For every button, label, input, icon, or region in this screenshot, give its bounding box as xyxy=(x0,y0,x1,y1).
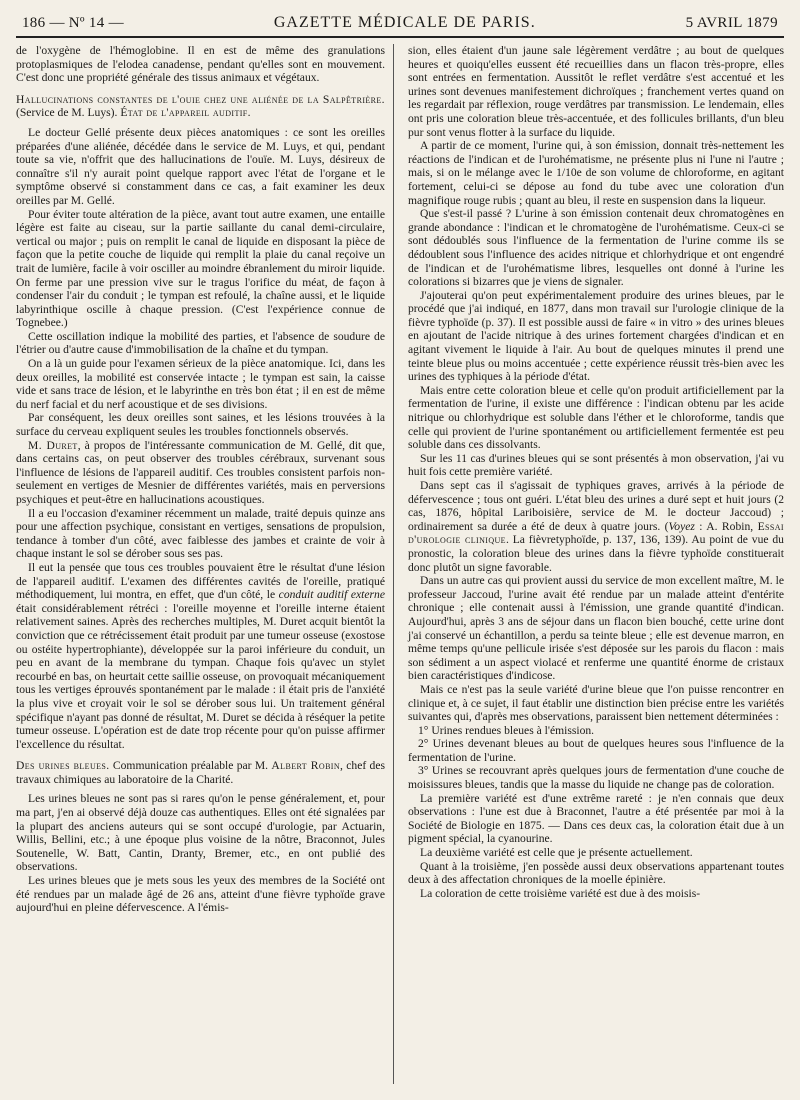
section-text: , chef des travaux chimiques au laboratoire de la Charité. xyxy=(16,759,385,786)
issue-date: 5 AVRIL 1879 xyxy=(685,15,778,31)
section-author: Albert Robin xyxy=(271,759,341,773)
paragraph-text: Dans sept cas il s'agissait de typhiques graves, arrivés à la période de défervescence ; tous ont guéri. L'état bleu des urines a duré sept et huit jours (2 cas, 1876, hôpital Lariboisière, service de M. le docteur Jaccoud) ; ordinairement sa durée a été de deux à quatre jours. ( xyxy=(408,479,784,533)
paragraph: Mais entre cette coloration bleue et celle qu'on produit artificiellement par la fermentation de l'urine, il existe une différence : l'indican obtenu par les acide nitrique ou chlorhydrique est soluble dans l'éther et le chloroforme, tandis que celle qui provient de l'urine spontanément ou artificiellement fermentée est peu soluble dans ces dissolvants. xyxy=(408,383,784,452)
paragraph: de l'oxygène de l'hémoglobine. Il en est de même des granulations protoplasmiques de l'elodea canadense, pendant qu'elles sont en mouvement. C'est donc une propriété générale des tissus animaux et végétaux. xyxy=(16,44,385,85)
paragraph: A partir de ce moment, l'urine qui, à son émission, donnait très-nettement les réactions de l'indican et de l'urohématisme, ne présente plus ni l'une ni l'autre ; mais, si on le mélange avec le 1/10e de son volume de chloroforme, en agitant fortement, celui-ci se dépose au fond du tube avec une coloration d'un magnifique rouge rubis ; quant au bleu, il reste en suspension dans la liqueur. xyxy=(408,139,784,207)
speaker-name: M. Duret xyxy=(28,438,78,452)
section-service: (Service de M. Luys). xyxy=(16,106,121,120)
paragraph: Que s'est-il passé ? L'urine à son émission contenait deux chromatogènes en grande abondance : l'indican et le chromatogène de l'urohématisme. Ceux-ci se sont dédoublés sous l'influence de la fermentation de l'urine comme ils se dédoublent sous l'influence des acides nitrique et chlorhydrique et ont engendré de l'indican et de l'urohématisme libres, lesquelles ont donné à l'urine les colorations si bizarres que je viens de signaler. xyxy=(408,207,784,289)
paragraph-text: . La fièvretyphoïde, p. 137, 136, 139). Au point de vue du pronostic, la coloration bleue des urines dans la fièvre typhoïde constituerait donc plutôt un signe favorable. xyxy=(408,533,784,574)
list-item: 3° Urines se recouvrant après quelques jours de fermentation d'une couche de moisissures bleues, tandis que la masse du liquide ne change pas de coloration. xyxy=(408,764,784,792)
page-number: 186 — Nº 14 — xyxy=(22,15,124,31)
paragraph: J'ajouterai qu'on peut expérimentalement produire des urines bleues, par le procédé que j'ai indiqué, en 1877, dans mon travail sur l'urologie clinique de la fièvre typhoïde (p. 37). Il est possible aussi de faire « in vitro » des urines bleues en ajoutant de l'acide nitrique à des urines fortement chargées d'indican et en agitant vivement le liquide à l'air. Au bout de quelques minutes il prend une teinte bleue plus ou moins accentuée ; cette expérience réussit très-bien avec les urines des typhiques à la période d'état. xyxy=(408,288,784,384)
article-columns xyxy=(16,44,784,1084)
section-title: Hallucinations constantes de l'ouie chez une aliénée de la Salpêtrière. xyxy=(16,92,385,106)
section-heading-hallucinations xyxy=(16,93,385,120)
book-title: Essai d'urologie clinique xyxy=(408,519,784,547)
paragraph: Quant à la troisième, j'en possède aussi deux observations appartenant toutes deux à des affectation chroniques de la moelle épinière. xyxy=(408,859,784,887)
paragraph: Sur les 11 cas d'urines bleues qui se sont présentés à mon observation, j'ai vu huit fois cette première variété. xyxy=(408,451,784,479)
paragraph: sion, elles étaient d'un jaune sale légèrement verdâtre ; au bout de quelques heures et quoiqu'elles eussent été recueillies dans un flacon très-propre, elles sont entrées en fermentation. Aussitôt le reflet verdâtre s'est accentué et les urines sont devenues manifestement dichroïques ; franchement vertes quand on les regardait par réflexion, rouge verdâtres par transmission. Le lendemain, elles ont pris une coloration bleue très-accentuée, et des follicules brillants, d'un bleu pur sont venus flotter à la surface du liquide. xyxy=(408,44,784,139)
paragraph-text: : A. Robin, xyxy=(694,519,758,533)
journal-title: GAZETTE MÉDICALE DE PARIS. xyxy=(273,14,536,31)
paragraph: Pour éviter toute altération de la pièce, avant tout autre examen, une entaille légère est faite au ciseau, sur la partie saillante du canal demi-circulaire, vertical ou major ; puis on remplit le canal de liquide en disposant la pièce de façon que la petite couche de liquide qui remplit la plaie du canal reçoive un trait de lumière, facile à voir osciller au moindre ébranlement du miroir liquide. On ferme par une pression vive sur le tragus l'orifice du méat, de façon à condenser l'air du conduit ; le tympan est refoulé, la chaîne aussi, et le liquide labyrinthique oscille à chaque pression. (C'est l'expérience connue de Tognebee.) xyxy=(16,207,385,330)
paragraph: Cette oscillation indique la mobilité des parties, et l'absence de soudure de l'étrier ou d'autre cause d'immobilisation de la chaîne et du tympan. xyxy=(16,329,385,357)
paragraph-text: , à propos de l'intéressante communication de M. Gellé, dit que, dans certains cas, on peut observer des troubles cérébraux, survenant sous l'influence de lésions de l'appareil auditif. Ces troubles consistent parfois non-seulement en vertiges de Mesnier de différentes variétés, mais en perversions psychiques et peut-être en hallucinations acoustiques. xyxy=(16,438,385,506)
page-header xyxy=(16,14,784,36)
paragraph: Les urines bleues ne sont pas si rares qu'on le pense généralement, et, pour ma part, j'en ai observé déjà douze cas authentiques. Elles ont été signalées par la plupart des anciens auteurs qui se sont occupé d'urologie, par Actuarin, Willis, Bellini, etc.; à une époque plus voisine de la nôtre, Braconnot, Jules Soutenelle, W. Batt, Cantin, Dranty, Bremer, etc., en ont publié des observations. xyxy=(16,792,385,874)
paragraph: Dans un autre cas qui provient aussi du service de mon excellent maître, M. le professeur Jaccoud, l'urine avait été rendue par un malade atteint d'entérite chronique ; elle contenait aussi à l'émission, une grande quantité d'indican. Aujourd'hui, après 3 ans de séjour dans un flacon bien bouché, cette urine dont j'ai conservé un échantillon, a perdu sa teinte bleue ; elle est devenue marron, en même temps qu'une pellicule irisée s'est déposée sur les parois du flacon : mais son sédiment a un aspect violacé et renferme une quantité énorme de cristaux bien caractéristiques d'indicose. xyxy=(408,574,784,683)
paragraph xyxy=(408,479,784,574)
paragraph: La deuxième variété est celle que je présente actuellement. xyxy=(420,846,693,860)
right-column xyxy=(406,44,784,1084)
left-column xyxy=(16,44,394,1084)
header-rule xyxy=(16,36,784,38)
section-text: Communication préalable par M. xyxy=(109,759,272,773)
section-subtitle: État de l'appareil auditif. xyxy=(120,106,251,120)
paragraph: Par conséquent, les deux oreilles sont saines, et les lésions trouvées à la surface du cerveau expliquent seules les troubles fonctionnels observés. xyxy=(16,411,385,439)
section-title: Des urines bleues. xyxy=(16,759,110,773)
paragraph: Le docteur Gellé présente deux pièces anatomiques : ce sont les oreilles préparées d'une aliénée, décédée dans le service de M. Luys, et qui, pendant toute sa vie, n'offrit que des hallucinations de l'ouïe. M. Luys, désireux de connaître s'il n'y aurait point quelque rapport avec l'état de l'organe et le symptôme observé si constamment dans ce cas, a fait examiner les deux oreilles par M. Gellé. xyxy=(16,125,385,207)
paragraph: Les urines bleues que je mets sous les yeux des membres de la Société ont été rendues par un malade âgé de 26 ans, atteint d'une fièvre typhoïde grave aujourd'hui en pleine défervescence. A l'émis- xyxy=(16,874,385,915)
paragraph: La coloration de cette troisième variété est due à des moisis- xyxy=(420,886,701,900)
paragraph: On a là un guide pour l'examen sérieux de la pièce anatomique. Ici, dans les deux oreilles, la mobilité est conservée intacte ; le tympan est sain, la caisse vide et sans trace de lésion, et le labyrinthe en très bon état ; il en est de même du nerf facial et du nerf acoustique et de ses divisions. xyxy=(16,357,385,411)
emphasis: conduit auditif externe xyxy=(278,588,385,602)
section-heading-urines xyxy=(16,759,385,786)
paragraph: Mais ce n'est pas la seule variété d'urine bleue que l'on puisse rencontrer en clinique et, à ce sujet, il faut établir une distinction bien précise entre les variétés suivantes qui, d'après mes observations, paraissent bien nettement déterminées : xyxy=(408,682,784,724)
paragraph-text: Il eut la pensée que tous ces troubles pouvaient être le résultat d'une lésion de l'appareil auditif. L'examen des différentes cavités de l'oreille, pratiqué méthodiquement, lui montra, en effet, que d'un côté, le xyxy=(16,560,385,602)
paragraph-duret xyxy=(16,439,385,507)
paragraph: Il a eu l'occasion d'examiner récemment un malade, traité depuis quinze ans pour une affection psychique, consistant en vertiges, sensations de propulsion, tendance à tomber d'un côté, avec faiblesse des jambes et crainte de voir à chaque instant le sol se dérober sous ses pas. xyxy=(16,506,385,561)
paragraph-text: était considérablement rétréci : l'oreille moyenne et l'oreille interne étaient relativement saines. Après des recherches multiples, M. Duret acquit bientôt la conviction que ce rétrécissement était produit par une tumeur osseuse (exostose ou ostéite hypertrophiante), développée sur la paroi inférieure du conduit, un peu en avant de la membrane du tympan. Chaque fois qu'avec un stylet recourbé en bas, on heurtait cette saillie osseuse, on provoquait mécaniquement tous les vertiges éprouvés spontanément par le malade : il était pris de l'anxiété la plus vive et croyait voir le sol se dérober sous lui. Un traitement général spécifique n'ayant pas donné de résultat, M. Duret se décida à réséquer la petite tumeur osseuse. L'opération est de date trop récente pour qu'on puisse affirmer l'excellence du résultat. xyxy=(16,601,385,751)
paragraph: La première variété est d'une extrême rareté : je n'en connais que deux observations : l'une est due à Braconnet, l'autre a été présentée par moi à la Société de Biologie en 1875. — Dans ces deux cas, la coloration était due à un pigment spécial, la cyanourine. xyxy=(408,791,784,846)
variety-list xyxy=(408,724,784,792)
list-item: 1° Urines rendues bleues à l'émission. xyxy=(418,723,595,737)
emphasis: Voyez xyxy=(668,519,695,533)
list-item: 2° Urines devenant bleues au bout de quelques heures sous l'influence de la fermentation de l'urine. xyxy=(408,737,784,764)
paragraph xyxy=(16,561,385,751)
